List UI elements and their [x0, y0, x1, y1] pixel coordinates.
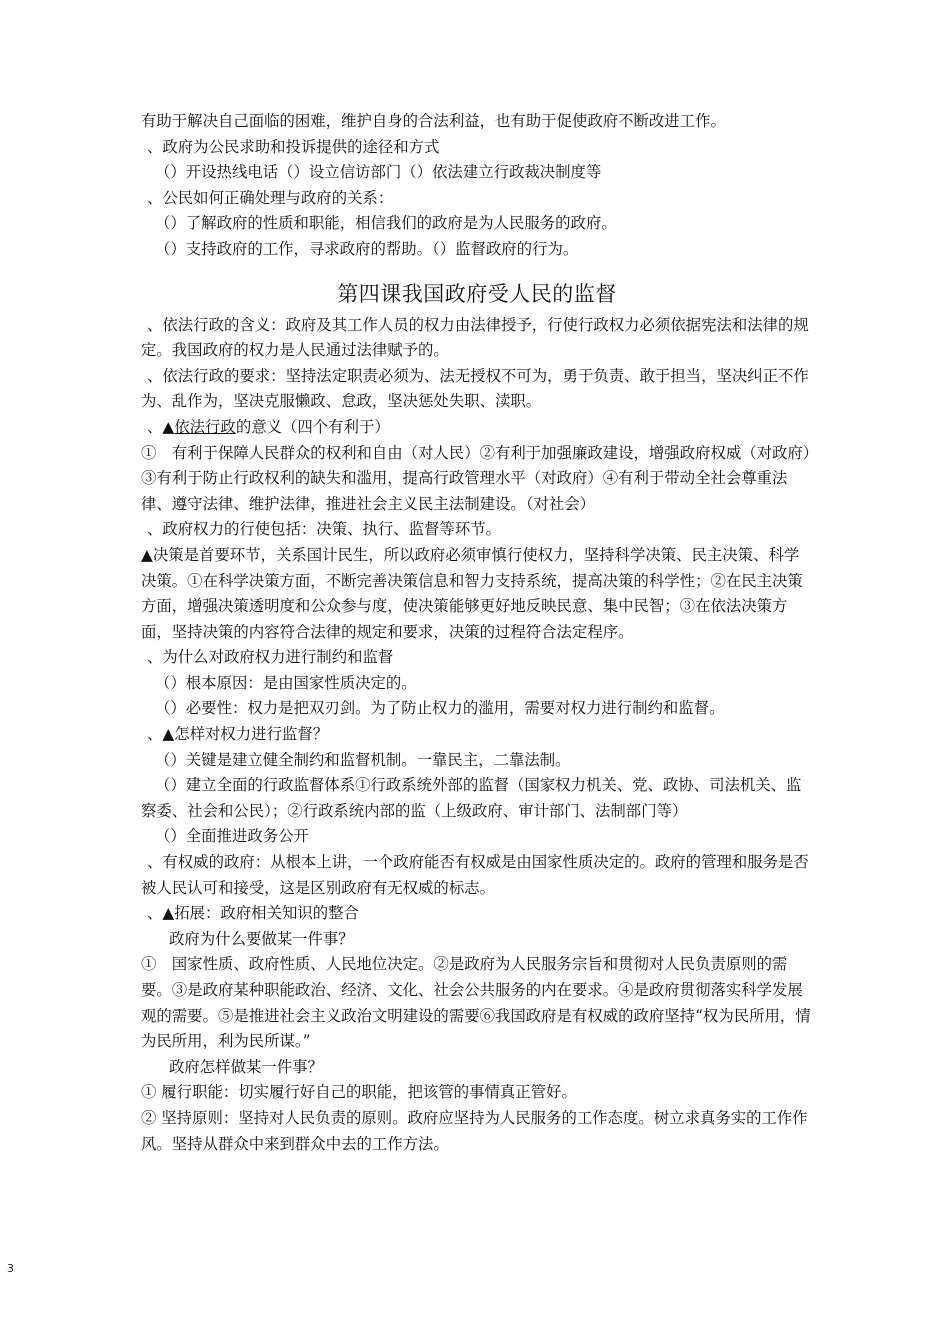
paragraph: ▲决策是首要环节，关系国计民生，所以政府必须审慎行使权力，坚持科学决策、民主决策、科学决策。①在科学决策方面，不断完善决策信息和智力支持系统，提高决策的科学性；②在民主决策方面，增强决策透明度和公众参与度，使决策能够更好地反映民意、集中民智；③在依法决策方面，坚持决策的内容符合法律的规定和要求，决策的过程符合法定程序。	[141, 545, 803, 641]
section-title: 第四课我国政府受人民的监督	[337, 281, 617, 306]
paragraph: （）建立全面的行政监督体系①行政系统外部的监督（国家权力机关、党、政协、司法机关、监察委、社会和公民）；②行政系统内部的监（上级政府、审计部门、法制部门等）	[141, 776, 802, 820]
page-number: 3	[7, 1262, 14, 1275]
paragraph: （）根本原因：是由国家性质决定的。	[155, 673, 417, 692]
paragraph: （）支持政府的工作，寻求政府的帮助。（）监督政府的行为。	[155, 239, 579, 258]
paragraph: 、有权威的政府：从根本上讲，一个政府能否有权威是由国家性质决定的。政府的管理和服务是否被人民认可和接受，这是区别政府有无权威的标志。	[141, 853, 809, 897]
paragraph	[141, 415, 813, 441]
paragraph: 、为什么对政府权力进行制约和监督	[147, 648, 394, 667]
heading-text: 的意义（四个有利于）	[235, 417, 390, 436]
paragraph: 政府怎样做某一件事？	[169, 1057, 323, 1076]
paragraph: 、政府为公民求助和投诉提供的途径和方式	[147, 137, 440, 156]
paragraph: （）必要性：权力是把双刃剑。为了防止权力的滥用，需要对权力进行制约和监督。	[155, 699, 725, 718]
text-column	[141, 109, 813, 1157]
underlined-term: 依法行政	[174, 417, 236, 436]
paragraph: 、公民如何正确处理与政府的关系：	[147, 188, 394, 207]
paragraph: ① 履行职能：切实履行好自己的职能，把该管的事情真正管好。	[141, 1083, 577, 1102]
paragraph: （）全面推进政务公开	[155, 827, 309, 846]
paragraph: 、政府权力的行使包括：决策、执行、监督等环节。	[147, 520, 501, 539]
paragraph: （）关键是建立健全制约和监督机制。一靠民主，二靠法制。	[155, 750, 571, 769]
paragraph: （）开设热线电话（）设立信访部门（）依法建立行政裁决制度等	[155, 163, 602, 182]
paragraph: 、▲拓展：政府相关知识的整合	[147, 904, 359, 923]
paragraph: 、依法行政的要求：坚持法定职责必须为、法无授权不可为，勇于负责、敢于担当，坚决纠正不作为、乱作为，坚决克服懒政、怠政，坚决惩处失职、渎职。	[141, 366, 809, 411]
paragraph: 政府为什么要做某一件事？	[169, 929, 354, 948]
paragraph: ② 坚持原则：坚持对人民负责的原则。政府应坚持为人民服务的工作态度。树立求真务实的工作作风。坚持从群众中来到群众中去的工作方法。	[141, 1108, 808, 1153]
heading-prefix: 、▲	[147, 417, 175, 436]
paragraph: ① 国家性质、政府性质、人民地位决定。②是政府为人民服务宗旨和贯彻对人民负责原则的需要。③是政府某种职能政治、经济、文化、社会公共服务的内在要求。④是政府贯彻落实科学发展观的需要。⑤是推进社会主义政治文明建设的需要⑥我国政府是有权威的政府坚持“权为民所用，情为民所用，利为民所谋。”	[141, 955, 811, 1051]
paragraph: 有助于解决自己面临的困难，维护自身的合法利益，也有助于促使政府不断改进工作。	[141, 112, 726, 130]
paragraph: ① 有利于保障人民群众的权利和自由（对人民）②有利于加强廉政建设，增强政府权威（对政府）③有利于防止行政权利的缺失和滥用，提高行政管理水平（对政府）④有利于带动全社会尊重法律、遵守法律、维护法律，推进社会主义民主法制建设。（对社会）	[141, 443, 811, 513]
paragraph: （）了解政府的性质和职能，相信我们的政府是为人民服务的政府。	[155, 214, 617, 233]
paragraph: 、▲怎样对权力进行监督？	[147, 725, 329, 744]
paragraph: 、依法行政的含义：政府及其工作人员的权力由法律授予，行使行政权力必须依据宪法和法律的规定。我国政府的权力是人民通过法律赋予的。	[141, 315, 809, 360]
